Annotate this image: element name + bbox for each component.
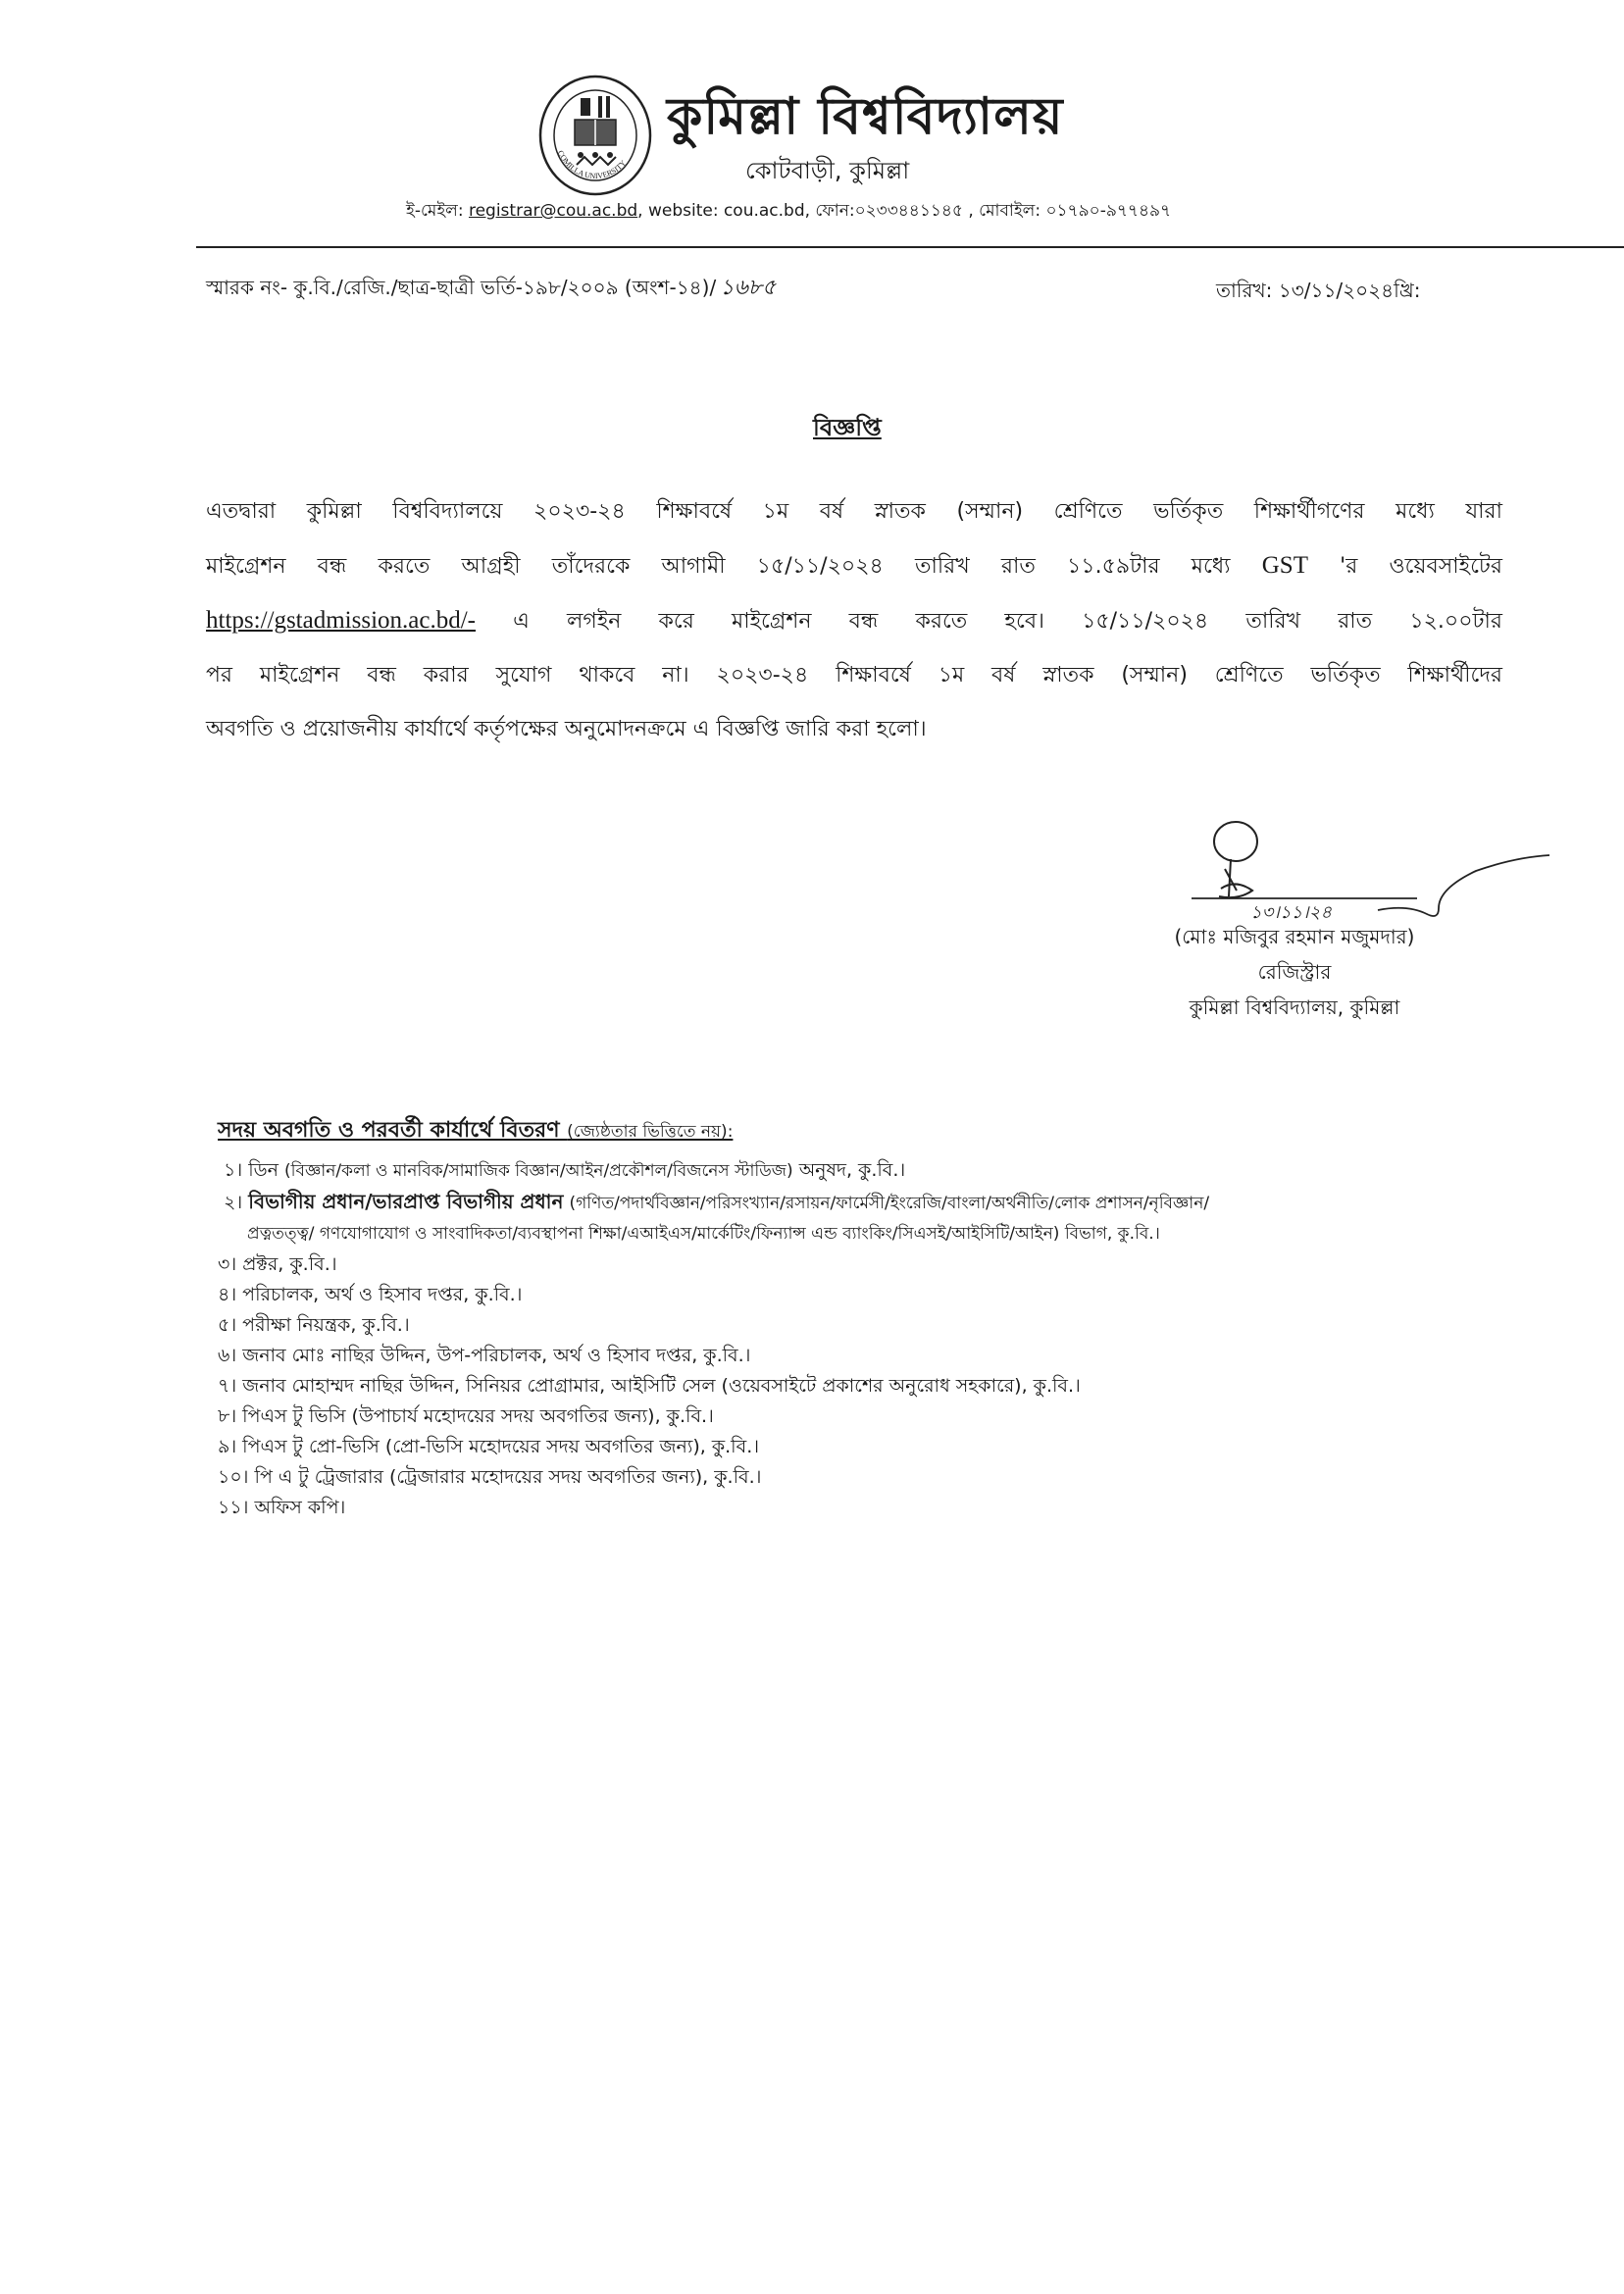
gst-admission-link[interactable]: https://gstadmission.ac.bd/- [206,607,476,634]
university-name: কুমিল্লা বিশ্ববিদ্যালয় [667,87,1064,146]
signatory-designation: রেজিস্ট্রার [1257,960,1332,984]
signature-date: ১৩।১১।২৪ [1250,902,1333,923]
distribution-item: ১১। অফিস কপি। [218,1497,346,1518]
distribution-item: ২। বিভাগীয় প্রধান/ভারপ্রাপ্ত বিভাগীয় প্রধান (গণিত/পদার্থবিজ্ঞান/পরিসংখ্যান/রসায়ন/ফার্মেসী/ইংরেজি/বাংলা/অর্থনীতি/লোক প্রশাসন/নৃবিজ্ঞান/ [224,1190,1210,1213]
header-divider [196,246,1624,248]
contact-line [406,198,1171,226]
notice-line-text: এ লগইন করে মাইগ্রেশন বন্ধ করতে হবে। ১৫/১১/২০২৪ তারিখ রাত ১২.০০টার [513,609,1502,634]
distribution-item: ১০। পি এ টু ট্রেজারার (ট্রেজারার মহোদয়ের সদয় অবগতির জন্য), কু.বি.। [218,1466,762,1488]
distribution-item: ৯। পিএস টু প্রো-ভিসি (প্রো-ভিসি মহোদয়ের সদয় অবগতির জন্য), কু.বি.। [218,1436,760,1457]
memo-number [206,271,776,307]
signatory-office: কুমিল্লা বিশ্ববিদ্যালয়, কুমিল্লা [1189,995,1400,1019]
email-link[interactable]: registrar@cou.ac.bd [468,201,638,221]
memo-handwritten-number: ১৬৮৫ [720,276,777,300]
distribution-list [218,1155,1209,1523]
distribution-heading [218,1113,733,1149]
email-label: ই-মেইল: [406,201,464,221]
distribution-item: ৬। জনাব মোঃ নাছির উদ্দিন, উপ-পরিচালক, অর্থ ও হিসাব দপ্তর, কু.বি.। [218,1345,751,1366]
distribution-heading-note: (জ্যেষ্ঠতার ভিত্তিতে নয়): [567,1122,734,1142]
signatory-name: (মোঃ মজিবুর রহমান মজুমদার) [1174,925,1415,948]
registrar-signature [1182,820,1554,928]
notice-line-text: 'র ওয়েবসাইটের [1340,554,1503,579]
distribution-item: ৪। পরিচালক, অর্থ ও হিসাব দপ্তর, কু.বি.। [218,1284,523,1305]
signatory-block [1089,919,1500,1025]
memo-label: স্মারক নং- কু.বি./রেজি./ছাত্র-ছাত্রী ভর্তি-১৯৮/২০০৯ (অংশ-১৪)/ [206,276,717,299]
notice-line: অবগতি ও প্রয়োজনীয় কার্যার্থে কর্তৃপক্ষের অনুমোদনক্রমে এ বিজ্ঞপ্তি জারি করা হলো। [206,717,927,741]
distribution-item-continuation: প্রত্নতত্ত্ব/ গণযোগাযোগ ও সাংবাদিকতা/ব্যবস্থাপনা শিক্ষা/এআইএস/মার্কেটিং/ফিন্যান্স এন্ড ব্যাংকিং/সিএসই/আইসিটি/আইন) বিভাগ, কু.বি.। [247,1224,1160,1244]
notice-heading: বিজ্ঞপ্তি [813,414,882,441]
university-seal-logo [537,75,653,196]
distribution-item: ১। ডিন (বিজ্ঞান/কলা ও মানবিক/সামাজিক বিজ্ঞান/আইন/প্রকৌশল/বিজনেস স্টাডিজ) অনুষদ, কু.বি.। [224,1159,906,1181]
gst-text: GST [1261,552,1308,579]
distribution-item: ৫। পরীক্ষা নিয়ন্ত্রক, কু.বি.। [218,1314,410,1336]
website-phone-text: , website: cou.ac.bd, ফোন:০২৩৩৪৪১১৪৫ , মোবাইল: ০১৭৯০-৯৭৭৪৯৭ [637,201,1172,221]
notice-line: এতদ্বারা কুমিল্লা বিশ্ববিদ্যালয়ে ২০২৩-২৪ শিক্ষাবর্ষে ১ম বর্ষ স্নাতক (সম্মান) শ্রেণিতে ভর্তিকৃত শিক্ষার্থীগণের মধ্যে যারা [206,499,1502,524]
distribution-item: ৩। প্রক্টর, কু.বি.। [218,1253,337,1275]
memo-date: তারিখ: ১৩/১১/২০২৪খ্রি: [1216,279,1421,302]
distribution-item: ৭। জনাব মোহাম্মদ নাছির উদ্দিন, সিনিয়র প্রোগ্রামার, আইসিটি সেল (ওয়েবসাইটে প্রকাশের অনুরোধ সহকারে), কু.বি.। [218,1375,1081,1397]
notice-line-text: মাইগ্রেশন বন্ধ করতে আগ্রহী তাঁদেরকে আগামী ১৫/১১/২০২৪ তারিখ রাত ১১.৫৯টার মধ্যে [206,554,1231,579]
distribution-item: ৮। পিএস টু ভিসি (উপাচার্য মহোদয়ের সদয় অবগতির জন্য), কু.বি.। [218,1405,714,1427]
distribution-heading-text: সদয় অবগতি ও পরবর্তী কার্যার্থে বিতরণ [218,1118,560,1143]
notice-body [206,484,1502,756]
notice-line: পর মাইগ্রেশন বন্ধ করার সুযোগ থাকবে না। ২০২৩-২৪ শিক্ষাবর্ষে ১ম বর্ষ স্নাতক (সম্মান) শ্রেণিতে ভর্তিকৃত শিক্ষার্থীদের [206,663,1502,688]
notice-line [206,593,1502,648]
svg-text:COMILLA UNIVERSITY: COMILLA UNIVERSITY [555,149,629,181]
notice-line [206,538,1502,593]
university-location: কোটবাড়ী, কুমিল্লা [745,157,910,184]
